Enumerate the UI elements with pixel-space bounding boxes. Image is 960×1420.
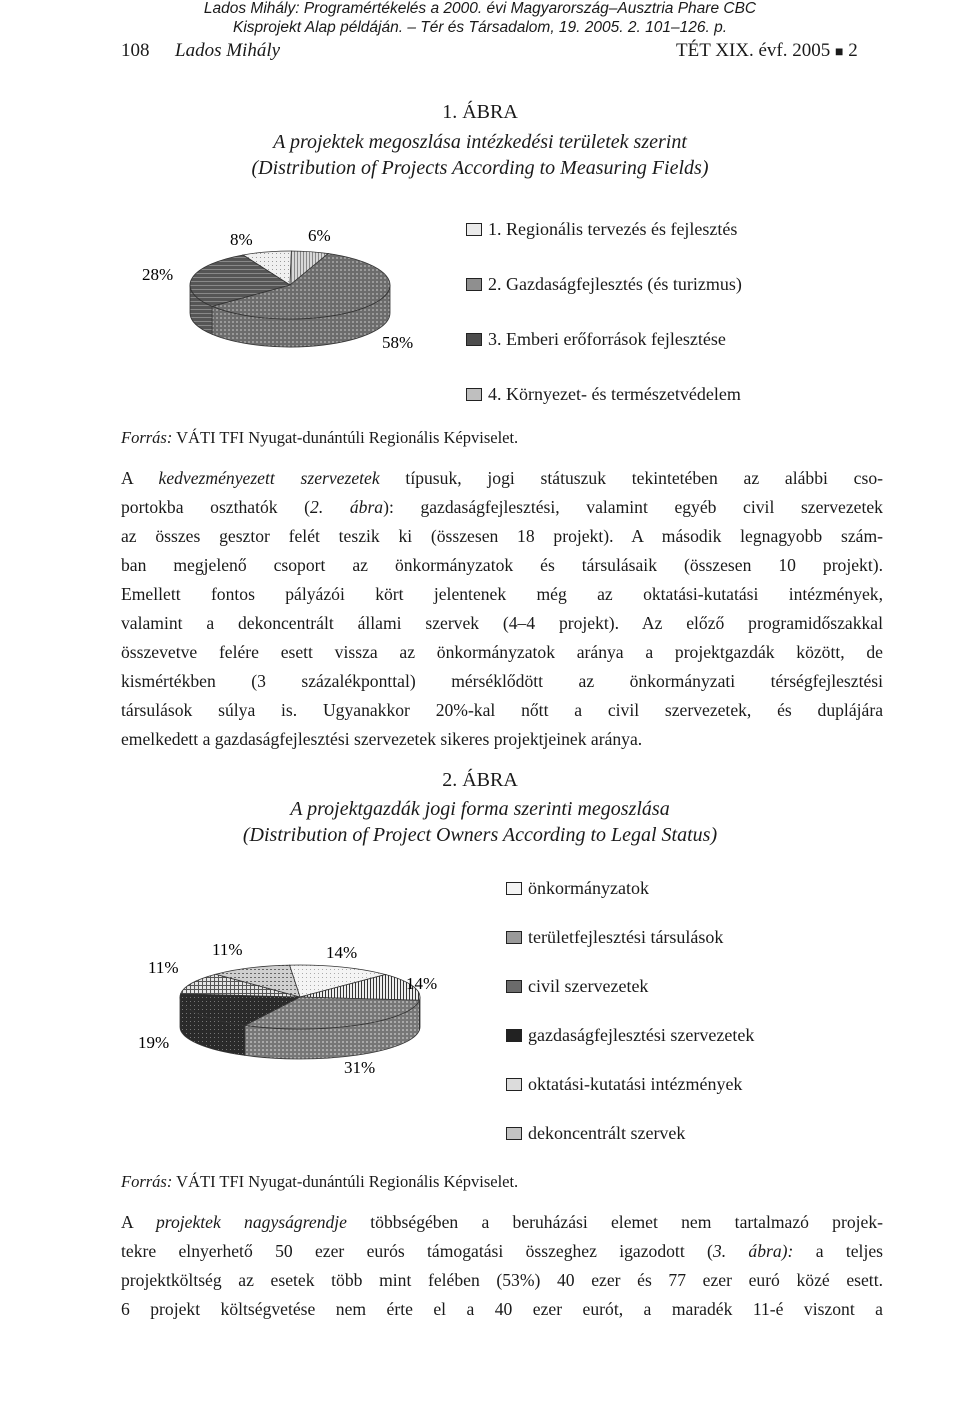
fig1-legend-label-2: 2. Gazdaságfejlesztés (és turizmus): [488, 273, 742, 294]
issue-number: 2: [848, 40, 858, 61]
text-run: többségében a beruházási elemet nem tartalmazó projek-: [347, 1212, 883, 1232]
fig2-swatch-3: [506, 980, 522, 993]
fig1-label-2: 6%: [308, 226, 331, 245]
text-run: portokba oszthatók (: [121, 497, 311, 517]
paragraph-line: [121, 669, 883, 698]
figure2-source-text: VÁTI TFI Nyugat-dunántúli Regionális Képviselet.: [176, 1172, 519, 1191]
paragraph-line: [121, 698, 883, 727]
paragraph-line: [121, 582, 883, 611]
fig2-legend-item-3: [506, 973, 754, 999]
fig1-legend-item-4: [466, 380, 742, 408]
figure2-number: 2. ÁBRA: [442, 769, 518, 791]
text-run: projektköltség az esetek több mint felében (53%) 40 ezer és 77 ezer euró közé esett.: [121, 1270, 883, 1290]
fig1-swatch-4: [466, 388, 482, 401]
fig2-label-5: 11%: [148, 958, 179, 977]
paragraph-line: [121, 727, 883, 756]
citation-line-1: Lados Mihály: Programértékelés a 2000. évi Magyarország–Ausztria Phare CBC: [203, 0, 757, 17]
figure2-source-label: Forrás:: [121, 1172, 173, 1191]
fig2-swatch-2: [506, 931, 522, 944]
fig2-legend-item-4: [506, 1022, 754, 1048]
figure2-chart: [130, 925, 460, 1090]
fig2-legend-label-3: civil szervezetek: [528, 975, 649, 996]
fig1-legend-item-1: [466, 215, 742, 243]
fig1-legend-item-3: [466, 325, 742, 353]
figure1-title-en: (Distribution of Projects According to Measuring Fields): [251, 157, 709, 179]
figure1-source: [121, 428, 518, 448]
paragraph-line: [121, 611, 883, 640]
figure1-source-label: Forrás:: [121, 428, 173, 447]
figure1-title-hu: A projektek megoszlása intézkedési területek szerint: [273, 131, 687, 153]
citation-line-2: Kisprojekt Alap példáján. – Tér és Társadalom, 19. 2005. 2. 101–126. p.: [232, 19, 727, 36]
fig1-legend-label-1: 1. Regionális tervezés és fejlesztés: [488, 218, 738, 239]
figure1-legend: [466, 215, 742, 408]
emphasis-text: kedvezményezett szervezetek: [158, 468, 380, 488]
figure2-title-hu: A projektgazdák jogi forma szerinti megoszlása: [290, 798, 670, 820]
text-run: A: [121, 1212, 156, 1232]
text-run: a teljes: [793, 1241, 883, 1261]
text-run: A: [121, 468, 159, 488]
fig2-legend-item-2: [506, 924, 754, 950]
text-run: ban megjelenő csoport az önkormányzatok és társulásaik (összesen 10 projekt).: [121, 555, 883, 575]
fig1-label-3: 58%: [382, 333, 414, 352]
running-head-author: Lados Mihály: [175, 40, 281, 61]
fig1-legend-item-2: [466, 270, 742, 298]
fig1-legend-label-4: 4. Környezet- és természetvédelem: [488, 383, 741, 404]
fig2-label-6: 11%: [212, 940, 243, 959]
paragraph-line: [121, 495, 883, 524]
text-run: típusuk, jogi státuszuk tekintetében az alábbi cso-: [379, 468, 883, 488]
fig1-swatch-2: [466, 278, 482, 291]
paragraph-1: [121, 466, 883, 756]
text-run: ): gazdaságfejlesztési, valamint egyéb civil szervezetek: [383, 497, 883, 517]
fig2-swatch-5: [506, 1078, 522, 1091]
paragraph-line: [121, 1297, 883, 1326]
text-run: kismértékben (3 százalékponttal) mérséklődött az önkormányzati térségfejlesztési: [121, 671, 883, 691]
running-head-journal: [676, 40, 858, 62]
text-run: valamint a dekoncentrált állami szervek (4–4 projekt). Az előző programidőszakkal: [121, 613, 883, 633]
figure1-source-text: VÁTI TFI Nyugat-dunántúli Regionális Képviselet.: [176, 428, 519, 447]
fig2-legend-item-1: [506, 875, 754, 901]
fig1-label-4: 28%: [142, 265, 174, 284]
emphasis-text: 3. ábra):: [712, 1241, 794, 1261]
paragraph-line: [121, 640, 883, 669]
fig2-swatch-4: [506, 1029, 522, 1042]
fig2-swatch-1: [506, 882, 522, 895]
fig2-label-1: 14%: [326, 943, 358, 962]
square-glyph: ■: [835, 45, 844, 60]
paragraph-2: [121, 1210, 883, 1326]
fig1-legend-label-3: 3. Emberi erőforrások fejlesztése: [488, 328, 726, 349]
text-run: összevetve felére esett vissza az önkormányzatok aránya a projektgazdák között, de: [121, 642, 883, 662]
text-run: az összes gesztor felét teszik ki (összesen 18 projekt). A második legnagyobb szám-: [121, 526, 883, 546]
paragraph-line: [121, 466, 883, 495]
text-run: társulások súlya is. Ugyanakkor 20%-kal nőtt a civil szervezetek, és duplájára: [121, 700, 883, 720]
text-run: 6 projekt költségvetése nem érte el a 40 ezer eurót, a maradék 11-é viszont a: [121, 1299, 883, 1319]
fig1-label-1: 8%: [230, 230, 253, 249]
fig2-legend-label-1: önkormányzatok: [528, 877, 649, 898]
figure2-source: [121, 1172, 518, 1192]
text-run: tekre elnyerhető 50 ezer eurós támogatási összeghez igazodott (: [121, 1241, 713, 1261]
fig2-legend-item-6: [506, 1120, 754, 1146]
paragraph-line: [121, 1239, 883, 1268]
figure2-title-en: (Distribution of Project Owners According to Legal Status): [242, 824, 718, 846]
fig1-swatch-1: [466, 223, 482, 236]
fig2-legend-label-4: gazdaságfejlesztési szervezetek: [528, 1024, 755, 1045]
emphasis-text: projektek nagyságrendje: [156, 1212, 347, 1232]
figure2-legend: [506, 875, 754, 1146]
fig2-legend-label-5: oktatási-kutatási intézmények: [528, 1073, 743, 1094]
fig2-swatch-6: [506, 1127, 522, 1140]
paragraph-line: [121, 524, 883, 553]
fig2-label-3: 31%: [344, 1058, 376, 1077]
fig2-label-2: 14%: [406, 974, 438, 993]
emphasis-text: 2. ábra: [310, 497, 384, 517]
figure1-number: 1. ÁBRA: [442, 101, 518, 123]
journal-label: TÉT XIX. évf. 2005: [676, 40, 831, 61]
fig2-label-4: 19%: [138, 1033, 170, 1052]
text-run: emelkedett a gazdaságfejlesztési szervezetek sikeres projektjeinek aránya.: [121, 729, 643, 749]
fig1-swatch-3: [466, 333, 482, 346]
fig2-legend-item-5: [506, 1071, 754, 1097]
page-number: 108: [121, 40, 150, 61]
text-run: Emellett fontos pályázói kört jelentenek még az oktatási-kutatási intézmények,: [121, 584, 883, 604]
fig2-legend-label-6: dekoncentrált szervek: [528, 1122, 686, 1143]
paragraph-line: [121, 553, 883, 582]
fig2-legend-label-2: területfejlesztési társulások: [528, 926, 724, 947]
paragraph-line: [121, 1210, 883, 1239]
paragraph-line: [121, 1268, 883, 1297]
figure1-chart: [120, 205, 450, 365]
